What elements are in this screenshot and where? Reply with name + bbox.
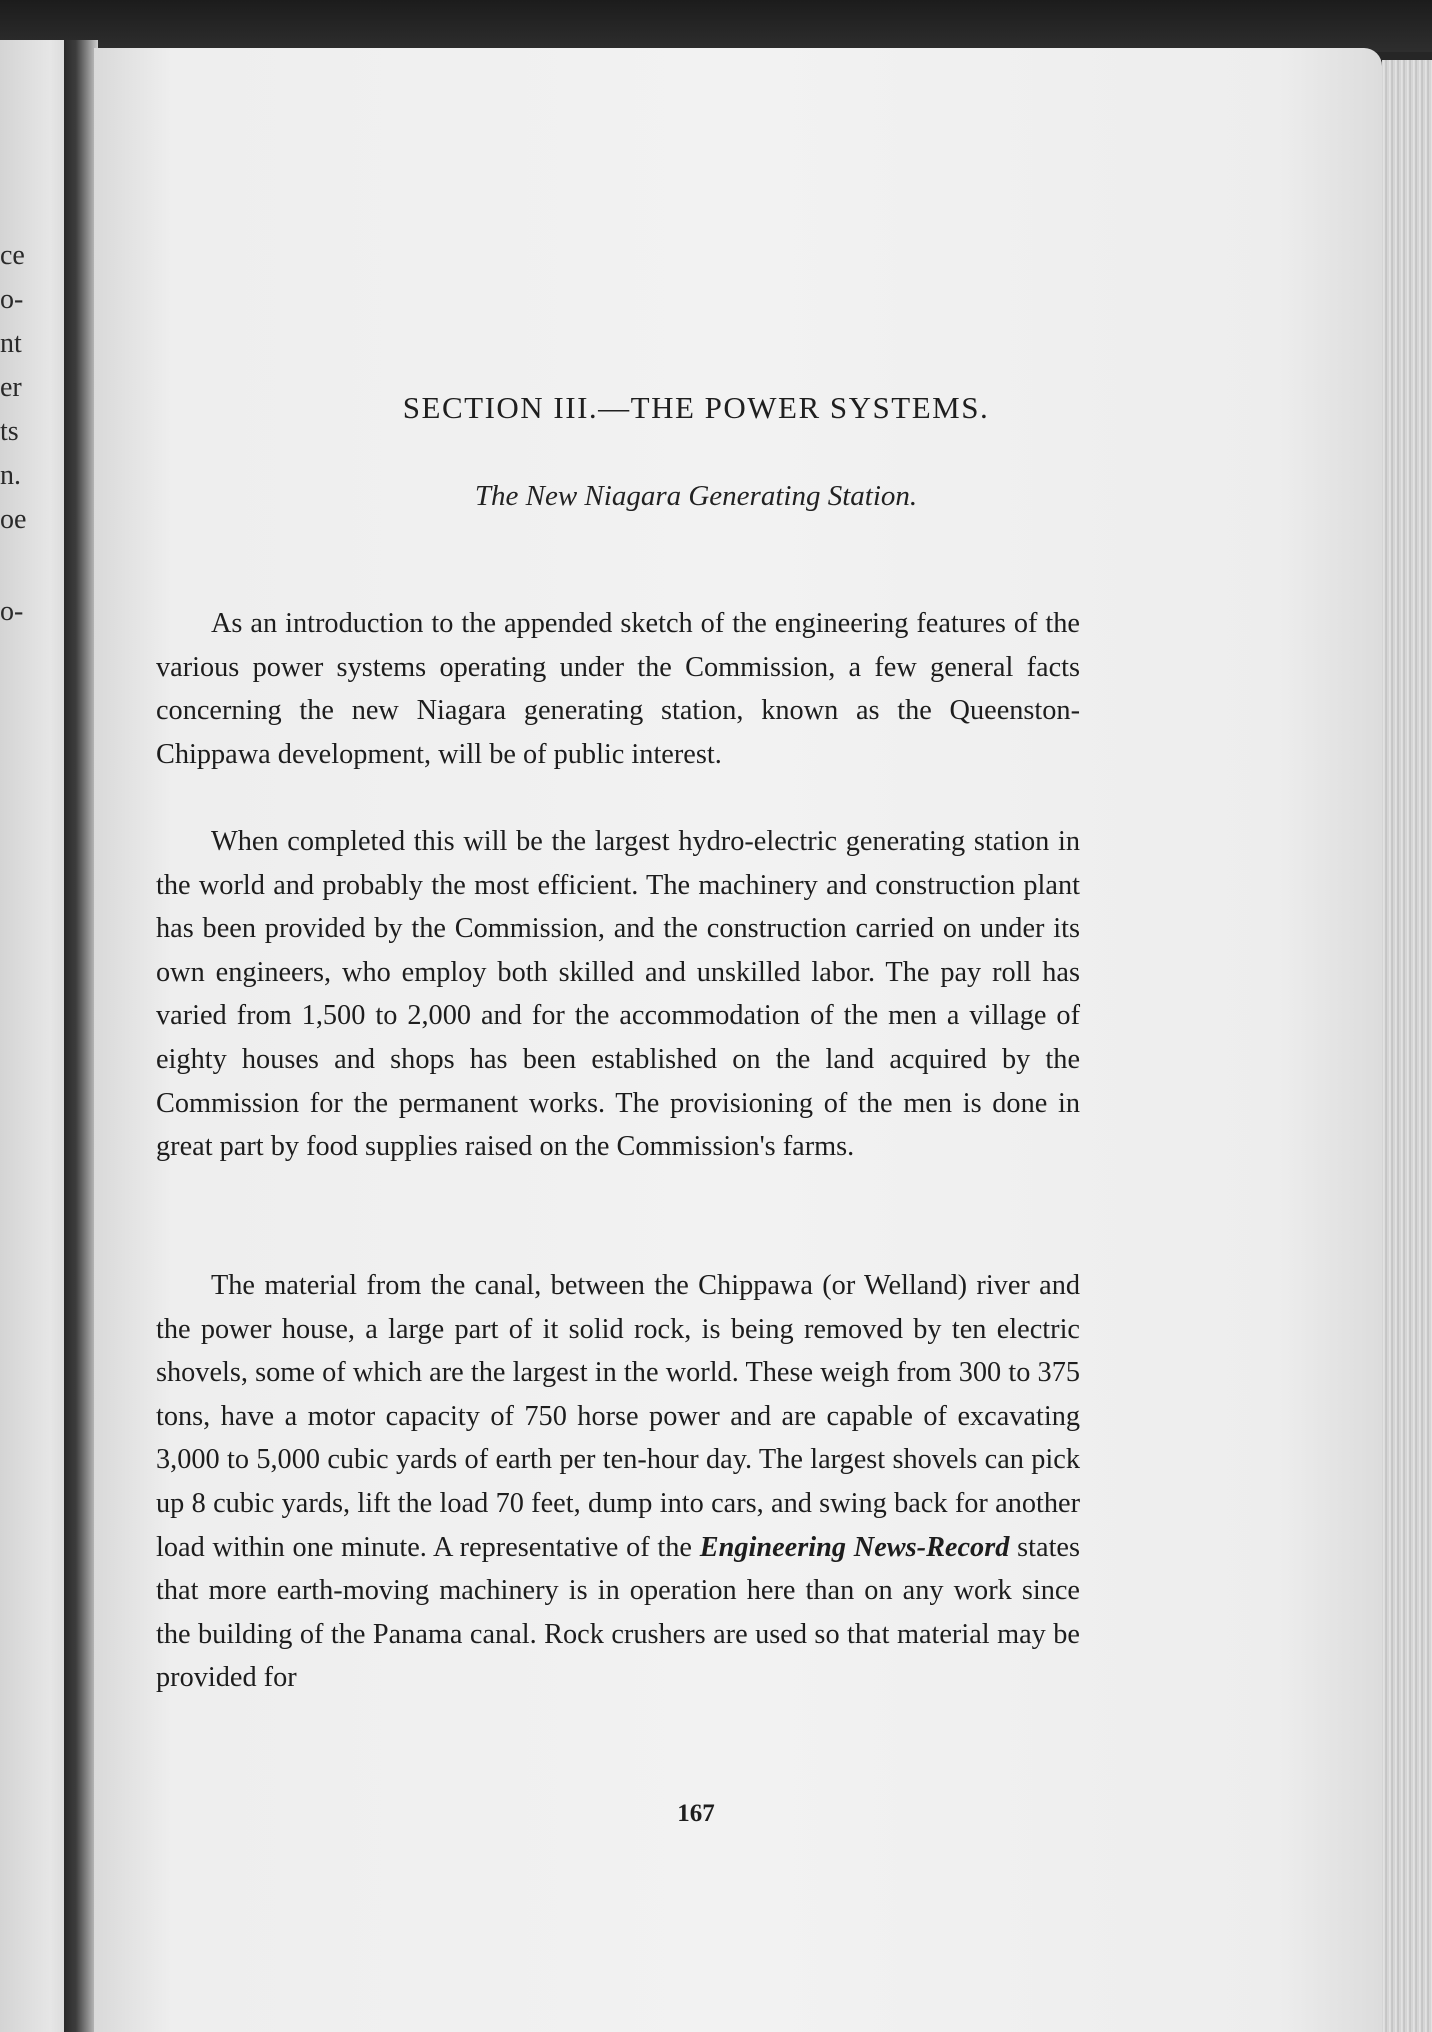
previous-page-fragment: er	[0, 372, 22, 403]
paragraph-2: When completed this will be the largest hydro-electric generating station in the world and probably the most efficient. The machinery and construction plant has been provided by the Commission, and the construction carried on under its own engineers, who employ both skilled and unskilled labor. The pay roll has varied from 1,500 to 2,000 and for the accommodation of the men a village of eighty houses and shops has been established on the land acquired by the Commission for the permanent works. The provisioning of the men is done in great part by food supplies raised on the Commission's farms.	[156, 826, 1080, 1163]
previous-page-fragment: o-	[0, 284, 24, 315]
book-gutter	[64, 40, 98, 2032]
page-stack-edges	[1382, 60, 1432, 2032]
previous-page-fragment: oe	[0, 504, 27, 535]
page-number: 167	[677, 1800, 715, 1827]
previous-page-fragment: ts	[0, 416, 19, 447]
subheading: The New Niagara Generating Station.	[474, 480, 918, 512]
previous-page-fragment: nt	[0, 328, 22, 359]
previous-page-fragment: ce	[0, 240, 25, 271]
publication-title: Engineering News-Record	[699, 1531, 1010, 1563]
paragraph-1: As an introduction to the appended sketch of the engineering features of the various power systems operating under the Commission, a few general facts concerning the new Niagara generating station, known as the Queenston-Chippawa development, will be of public interest.	[156, 608, 1080, 770]
previous-page-fragment: o-	[0, 596, 24, 627]
scan-background-top	[0, 0, 1432, 52]
paragraph-3-text-start: The material from the canal, between the Chippawa (or Welland) river and the power house, a large part of it solid rock, is being removed by ten electric shovels, some of which are the largest in the world. These weigh from 300 to 375 tons, have a motor capacity of 750 horse power and are capable of excavating 3,000 to 5,000 cubic yards of earth per ten-hour day. The largest shovels can pick up 8 cubic yards, lift the load 70 feet, dump into cars, and swing back for another load within one minute. A representative of the	[156, 1270, 1080, 1563]
previous-page-fragment: n.	[0, 460, 21, 491]
section-heading: SECTION III.—THE POWER SYSTEMS.	[402, 390, 990, 425]
paragraph-3	[156, 1264, 1080, 1700]
book-page	[94, 48, 1382, 2032]
paragraph-3-text-end: states that more earth-moving machinery is in operation here than on any work since the building of the Panama canal. Rock crushers are used so that material may be provided for	[156, 1531, 1080, 1694]
